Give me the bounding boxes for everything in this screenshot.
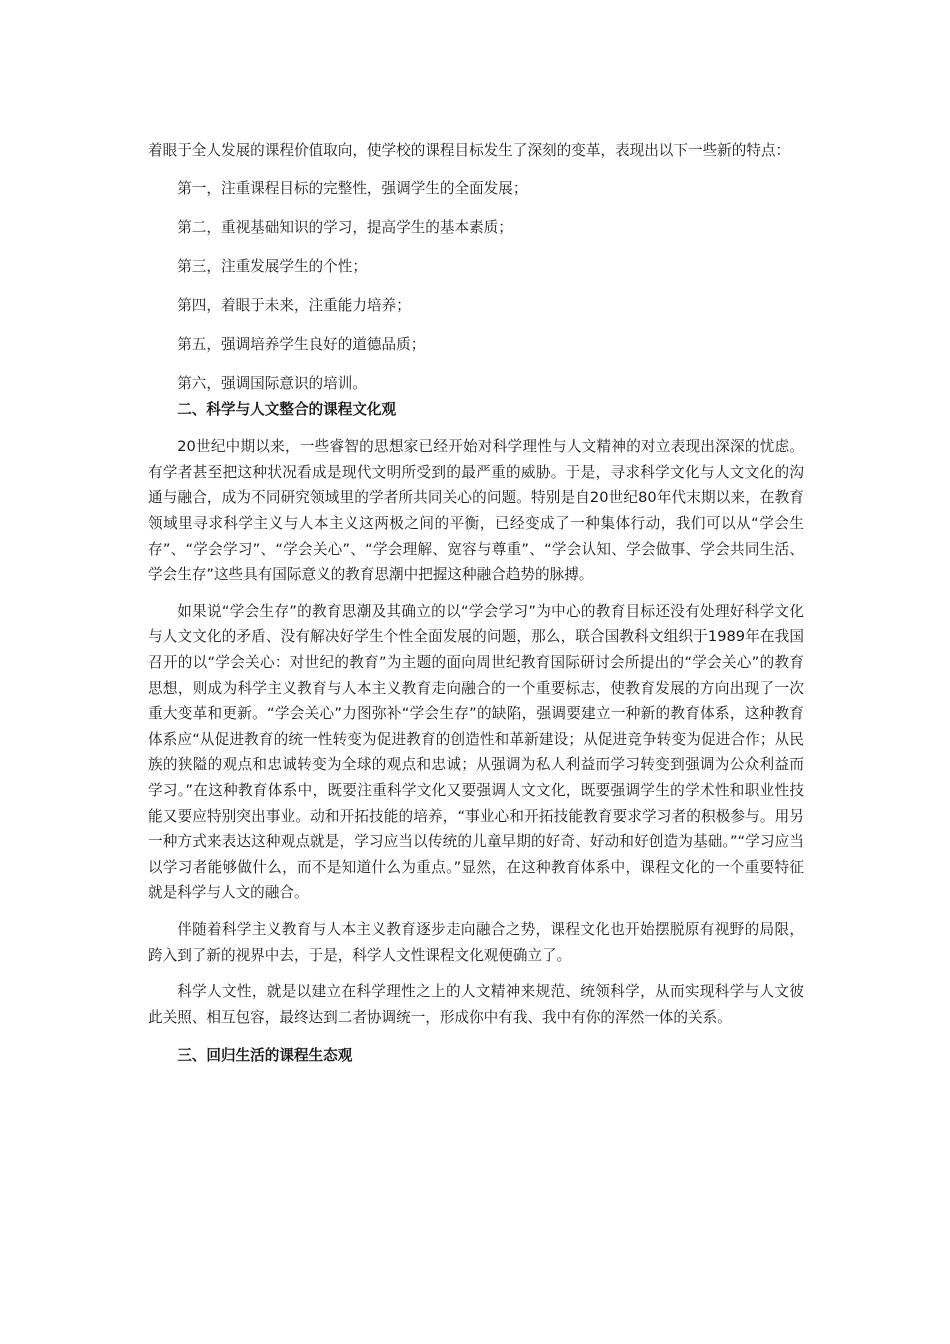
section-2-heading: 二、科学与人文整合的课程文化观 [177,400,397,418]
section-2-paragraph-4: 科学人文性，就是以建立在科学理性之上的人文精神来规范、统领科学，从而实现科学与人文彼此关照、相互包容，最终达到二者协调统一，形成你中有我、我中有你的浑然一体的关系。 [148,983,804,1026]
feature-item-3: 第三，注重发展学生的个性； [177,257,367,275]
document-page [148,138,804,1069]
section-2-paragraph-3: 伴随着科学主义教育与人本主义教育逐步走向融合之势，课程文化也开始摆脱原有视野的局限，跨入到了新的视界中去，于是，科学人文性课程文化观便确立了。 [148,920,804,964]
feature-item-4: 第四，着眼于未来，注重能力培养； [177,296,411,314]
feature-item-1: 第一，注重课程目标的完整性，强调学生的全面发展； [177,179,528,197]
section-2-paragraph-1: 20世纪中期以来，一些睿智的思想家已经开始对科学理性与人文精神的对立表现出深深的忧虑。有学者甚至把这种状况看成是现代文明所受到的最严重的威胁。于是，寻求科学文化与人文文化的沟通与融合，成为不同研究领域里的学者所共同关心的问题。特别是自20世纪80年代末期以来，在教育领域里寻求科学主义与人本主义这两极之间的平衡，已经变成了一种集体行动，我们可以从“学会生存”、“学会学习”、“学会关心”、“学会理解、宽容与尊重”、“学会认知、学会做事、学会共同生活、学会生存”这些具有国际意义的教育思潮中把握这种融合趋势的脉搏。 [148,438,804,584]
intro-paragraph: 着眼于全人发展的课程价值取向，使学校的课程目标发生了深刻的变革，表现出以下一些新的特点： [148,142,791,159]
feature-item-5: 第五，强调培养学生良好的道德品质； [177,335,426,353]
feature-item-6: 第六，强调国际意识的培训。 [177,375,367,393]
feature-list [148,176,804,397]
section-3-heading: 三、回归生活的课程生态观 [177,1047,353,1065]
section-2-paragraph-2: 如果说“学会生存”的教育思潮及其确立的以“学会学习”为中心的教育目标还没有处理好科学文化与人文文化的矛盾、没有解决好学生个性全面发展的问题，那么，联合国教科文组织于1989年在我国召开的以“学会关心：对世纪的教育”为主题的面向周世纪教育国际研讨会所提出的“学会关心”的教育思想，则成为科学主义教育与人本主义教育走向融合的一个重要标志，使教育发展的方向出现了一次重大变革和更新。“学会关心”力图弥补“学会生存”的缺陷，强调要建立一种新的教育体系，这种教育体系应“从促进教育的统一性转变为促进教育的创造性和革新建设；从促进竞争转变为促进合作；从民族的狭隘的观点和忠诚转变为全球的观点和忠诚；从强调为私人利益而学习转变到强调为公众利益而学习。”在这种教育体系中，既要注重科学文化又要强调人文文化，既要强调学生的学术性和职业性技能又要应特别突出事业。动和开拓技能的培养，“事业心和开拓技能教育要求学习者的积极参与。用另一种方式来表达这种观点就是，学习应当以传统的儿童早期的好奇、好动和好创造为基础。”“学习应当以学习者能够做什么，而不是知道什么为重点。”显然，在这种教育体系中，课程文化的一个重要特征就是科学与人文的融合。 [148,602,804,902]
feature-item-2: 第二，重视基础知识的学习，提高学生的基本素质； [177,218,513,236]
